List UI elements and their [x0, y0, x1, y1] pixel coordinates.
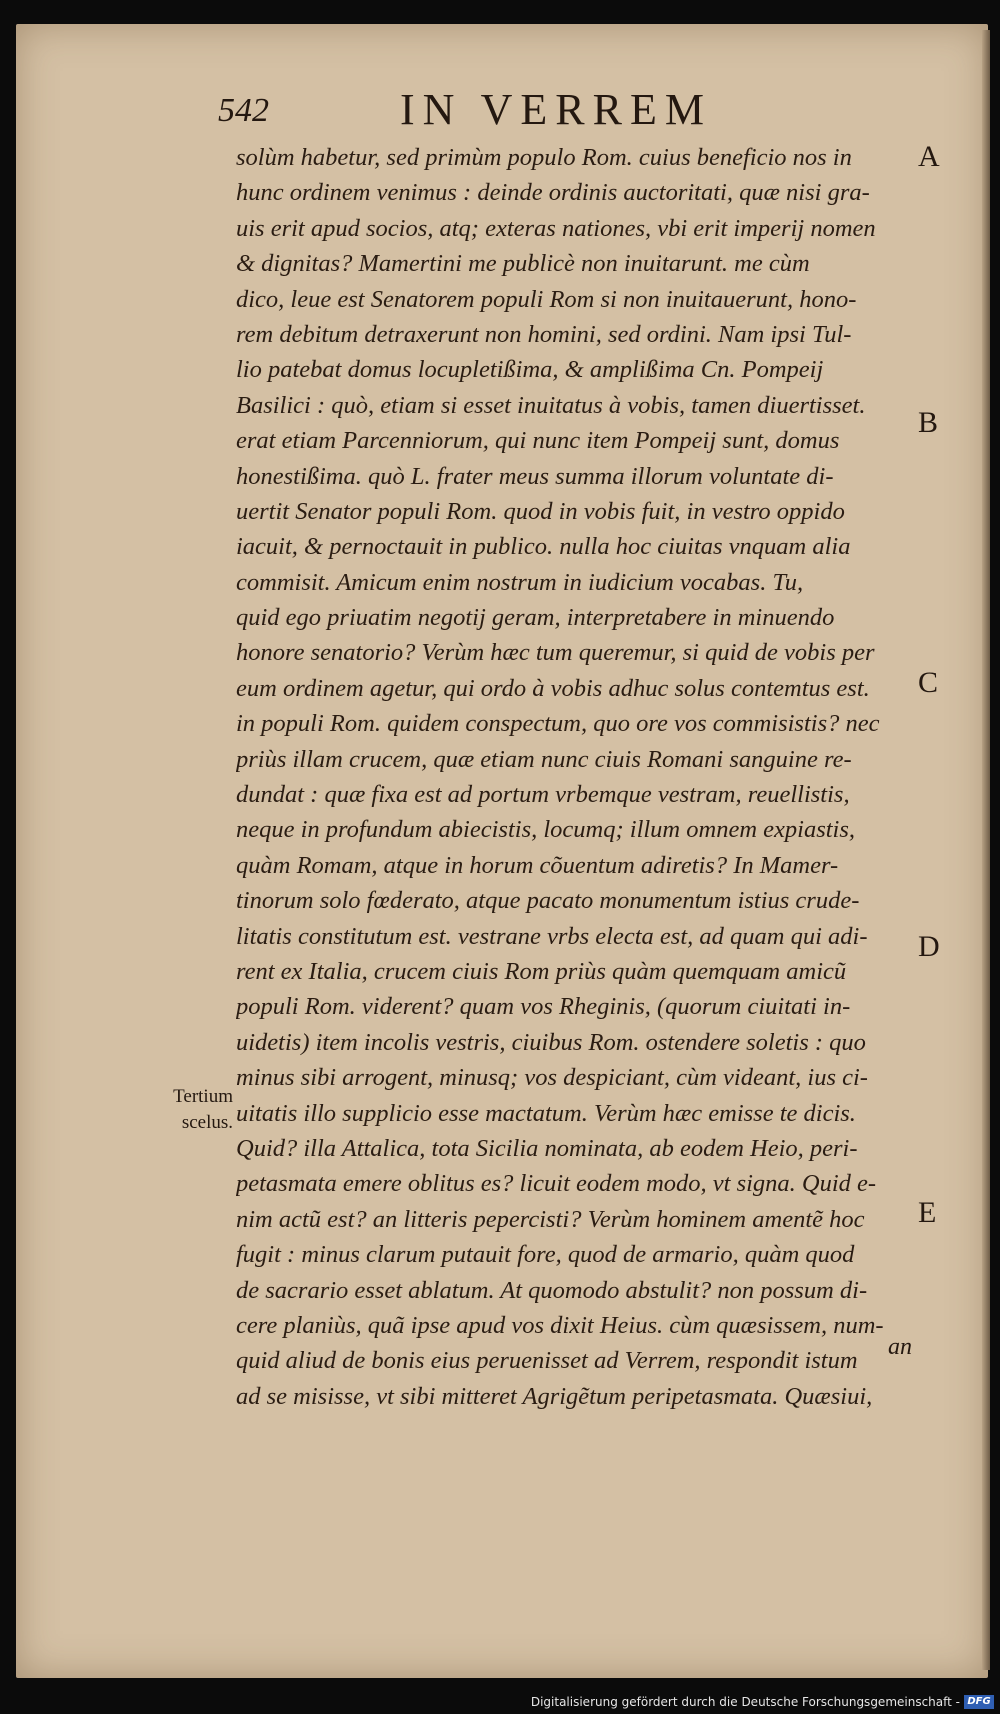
- page-edge: [982, 30, 990, 1670]
- text-line: uis erit apud socios, atq; exteras nationes, vbi erit imperij nomen: [236, 214, 876, 242]
- text-line: petasmata emere oblitus es? licuit eodem modo, vt signa. Quid e-: [236, 1170, 877, 1198]
- text-line: fugit : minus clarum putauit fore, quod de armario, quàm quod: [236, 1241, 855, 1269]
- dfg-logo-icon: DFG: [964, 1695, 994, 1709]
- text-line: honestißima. quò L. frater meus summa illorum voluntate di-: [236, 462, 834, 490]
- text-line: honore senatorio? Verùm hæc tum queremur, si quid de vobis per: [236, 639, 875, 667]
- text-line: dundat : quæ fixa est ad portum vrbemque vestram, reuellistis,: [236, 781, 850, 809]
- text-line: solùm habetur, sed primùm populo Rom. cuius beneficio nos in: [236, 144, 852, 171]
- text-line: hunc ordinem venimus : deinde ordinis auctoritati, quæ nisi gra-: [236, 179, 870, 207]
- text-line: iacuit, & pernoctauit in publico. nulla hoc ciuitas vnquam alia: [236, 533, 851, 561]
- text-line: uidetis) item incolis vestris, ciuibus Rom. ostendere soletis : quo: [236, 1028, 866, 1056]
- text-line: erat etiam Parcenniorum, qui nunc item Pompeij sunt, domus: [236, 427, 840, 455]
- text-line: uitatis illo supplicio esse mactatum. Verùm hæc emisse te dicis.: [236, 1099, 856, 1127]
- text-line: rem debitum detraxerunt non homini, sed ordini. Nam ipsi Tul-: [236, 320, 852, 348]
- text-line: in populi Rom. quidem conspectum, quo ore vos commisistis? nec: [236, 710, 880, 738]
- text-line: populi Rom. viderent? quam vos Rheginis, (quorum ciuitati in-: [236, 993, 851, 1021]
- text-line: uertit Senator populi Rom. quod in vobis fuit, in vestro oppido: [236, 497, 845, 525]
- text-line: eum ordinem agetur, qui ordo à vobis adhuc solus contemtus est.: [236, 674, 870, 702]
- text-line: de sacrario esset ablatum. At quomodo abstulit? non possum di-: [236, 1276, 868, 1304]
- marginal-note: [140, 1084, 233, 1136]
- text-line: nim actũ est? an litteris pepercisti? Verùm hominem amentẽ hoc: [236, 1205, 865, 1233]
- text-line: commisit. Amicum enim nostrum in iudicium vocabas. Tu,: [236, 568, 804, 596]
- text-line: Basilici : quò, etiam si esset inuitatus à vobis, tamen diuertisset.: [236, 391, 866, 419]
- marginal-note-line-2: scelus.: [181, 1112, 233, 1133]
- text-line: dico, leue est Senatorem populi Rom si non inuitauerunt, hono-: [236, 285, 857, 313]
- footer-credit: Digitalisierung gefördert durch die Deutsche Forschungsgemeinschaft -: [530, 1695, 960, 1709]
- section-letter-b: B: [918, 406, 939, 439]
- section-letter-a: A: [918, 140, 940, 173]
- text-line: Quid? illa Attalica, tota Sicilia nominata, ab eodem Heio, peri-: [236, 1134, 858, 1162]
- text-line: priùs illam crucem, quæ etiam nunc ciuis Romani sanguine re-: [236, 745, 852, 773]
- section-letter-d: D: [918, 930, 940, 963]
- text-line: & dignitas? Mamertini me publicè non inuitarunt. me cùm: [236, 250, 810, 278]
- section-letter-c: C: [918, 666, 939, 699]
- text-line: ad se misisse, vt sibi mitteret Agrigẽtum peripetasmata. Quæsiui,: [236, 1382, 873, 1410]
- text-line: rent ex Italia, crucem ciuis Rom priùs quàm quemquam amicũ: [236, 957, 847, 985]
- text-line: quid aliud de bonis eius peruenisset ad Verrem, respondit istum: [236, 1347, 858, 1375]
- text-line: tinorum solo fœderato, atque pacato monumentum istius crude-: [236, 887, 860, 915]
- text-line: lio patebat domus locupletißima, & amplißima Cn. Pompeij: [236, 356, 824, 384]
- text-line: minus sibi arrogent, minusq; vos despiciant, cùm videant, ius ci-: [236, 1064, 868, 1092]
- page-header: [0, 70, 1000, 140]
- text-line: neque in profundum abiecistis, locumq; illum omnem expiastis,: [236, 816, 855, 844]
- body-text: [236, 140, 916, 1414]
- page-number: 542: [218, 92, 269, 129]
- footer-bar: [0, 1692, 1000, 1714]
- text-line: quàm Romam, atque in horum cõuentum adiretis? In Mamer-: [236, 851, 839, 879]
- catchword: an: [888, 1334, 912, 1360]
- text-line: quid ego priuatim negotij geram, interpretabere in minuendo: [236, 604, 835, 632]
- text-line: cere planiùs, quã ipse apud vos dixit Heius. cùm quæsissem, num-: [236, 1311, 884, 1339]
- text-line: litatis constitutum est. vestrane vrbs electa est, ad quam qui adi-: [236, 922, 868, 950]
- marginal-note-line-1: Tertium: [173, 1086, 233, 1107]
- running-title: IN VERREM: [400, 85, 712, 134]
- section-letter-e: E: [918, 1196, 937, 1229]
